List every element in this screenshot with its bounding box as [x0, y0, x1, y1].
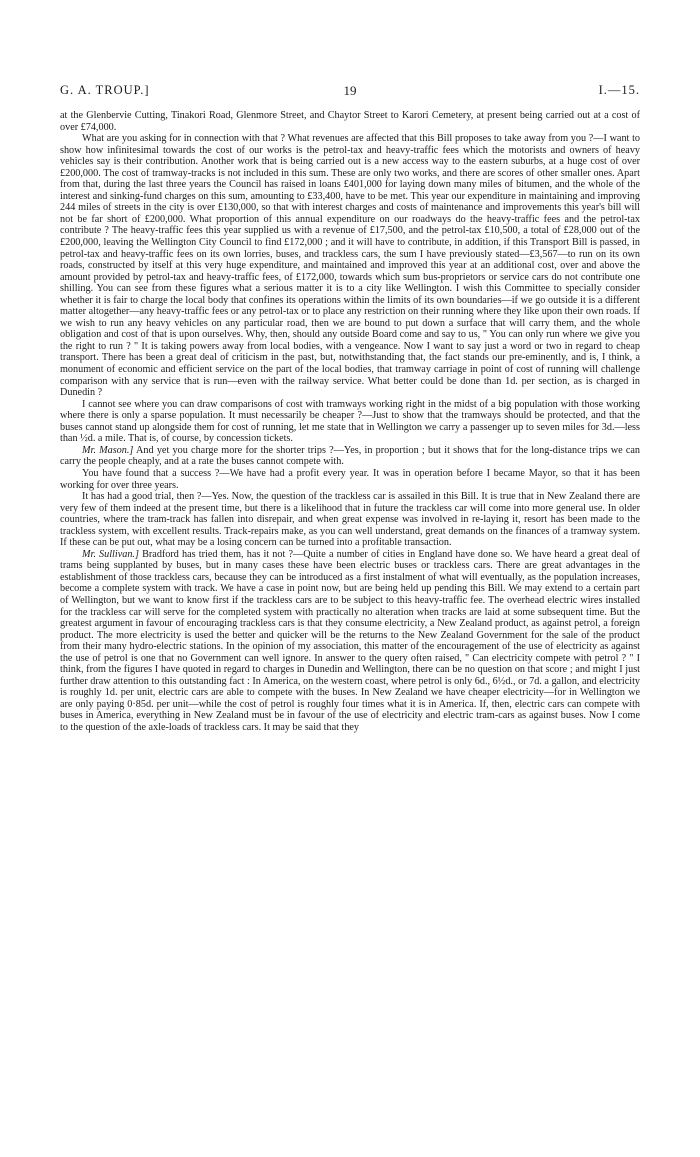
paragraph: [60, 468, 640, 491]
paragraph-text: And yet you charge more for the shorter trips ?—Yes, in proportion ; but it shows that for the long-distance trips we can carry the people cheaply, and at a rate the buses cannot compete with.: [60, 444, 640, 468]
paragraph-text: You have found that a success ?—We have had a profit every year. It was in operation before I became Mayor, so that it has been working for over three years.: [60, 467, 640, 491]
speaker-label: Mr. Sullivan.]: [82, 548, 139, 560]
header-author: G. A. TROUP.]: [60, 83, 150, 97]
body-text: [60, 110, 640, 734]
paragraph-text: It has had a good trial, then ?—Yes. Now, the question of the trackless car is assailed in this Bill. It is true that in New Zealand there are very few of them indeed at the present time, but there is a likelihood that in future the trackless car will come into more general use. In older countries, where the tram-track has fallen into disrepair, and when great expense was involved in re-laying it, resort has been made to the trackless system, with excellent results. Track-repairs make, as you can well understand, great demands on the finances of a tramway system. If these can be put out, what may be a losing concern can be turned into a profitable transaction.: [60, 491, 640, 549]
paragraph-text: at the Glenbervie Cutting, Tinakori Road, Glenmore Street, and Chaytor Street to Karori Cemetery, at present being carried out at a cost of over £74,000.: [60, 110, 640, 133]
paragraph: [60, 133, 640, 399]
paragraph: [60, 399, 640, 445]
paragraph: [60, 445, 640, 468]
paragraph-text: Bradford has tried them, has it not ?—Quite a number of cities in England have done so. We have heard a great deal of trams being supplanted by buses, but in many cases these have been electric buses or trackless cars. There are great advantages in the establishment of those trackless cars, because they can be introduced as a first instalment of what will eventually, as the population increases, become a complete system with track. We have a case in point now, but are being held up pending this Bill. We may extend to a certain part of Wellington, but we want to know first if the trackless cars are to be subject to this heavy-traffic fee. The overhead electric wires installed for the trackless car will serve for the completed system with practically no alteration when tracks are laid at some subsequent time. But the greatest argument in favour of encouraging trackless cars is that they consume electricity, a New Zealand product, as against petrol, a foreign product. The more electricity is used the better and quicker will be the returns to the New Zealand Government for the sale of the product from their many hydro-electric stations. In the opinion of my association, this matter of the encouragement of the use of electricity as against the use of petrol is one that no Government can well ignore. In answer to the query often raised, " Can electricity compete with petrol ? " I think, from the figures I have quoted in regard to charges in Dunedin and Wellington, there can be no question on that score ; and might I just further draw attention to this outstanding fact : In America, on the western coast, where petrol is only 6d., 6½d., or 7d. a gallon, and electricity is roughly 1d. per unit, electric cars are able to compete with the buses. In New Zealand we have cheaper electricity—for in Wellington we are only paying 0·85d. per unit—while the cost of petrol is roughly four times what it is in America. If, then, electric cars can compete with buses in America, everything in New Zealand must be in favour of the use of electricity and electric tram-cars as against buses. Now I come to the question of the axle-loads of trackless cars. It may be said that they: [60, 548, 640, 733]
paragraph: [60, 549, 640, 734]
page-header: [60, 83, 640, 101]
speaker-label: Mr. Mason.]: [82, 444, 134, 456]
paragraph-text: What are you asking for in connection with that ? What revenues are affected that this Bill proposes to take away from you ?—I want to show how infinitesimal towards the cost of our works is the petrol-tax and heavy-traffic fees which the motorists and owners of heavy vehicles say is their contribution. Another work that is being carried out is a new access way to the eastern suburbs, at a huge cost of over £200,000. The cost of tramway-tracks is not included in this sum. These are only two works, and there are scores of other smaller ones. Apart from that, during the last three years the Council has raised in loans £401,000 for laying down many miles of bitumen, and the whole of the interest and sinking-fund charges on this sum, amounting to £33,400, have to be met. This year our expenditure in maintaining and improving 244 miles of streets in the city is over £130,000, so that with interest charges and costs of maintenance and improvements this year's bill will not be far short of £200,000. What proportion of this annual expenditure on our roadways do the heavy-traffic fees and the petrol-tax contribute ? The heavy-traffic fees this year supplied us with a revenue of £17,500, and the petrol-tax £10,500, a total of £28,000 out of the £200,000, leaving the Wellington City Council to find £172,000 ; and it will have to contribute, in addition, if this Transport Bill is passed, in petrol-tax and heavy-traffic fees on its own lorries, buses, and trackless cars, the sum I have previously stated—£3,567—to run on its own roads, constructed by itself at this very huge expenditure, and maintained and improved this year at an additional cost, over and above the amount provided by petrol-tax and heavy-traffic fees, of £172,000, towards which sum bus-proprietors or service cars do not contribute one shilling. You can see from these figures what a serious matter it is to a city like Wellington. I wish this Committee to specially consider whether it is fair to charge the local body that confines its operations within the limits of its own boundaries—if we go outside it is a different matter altogether—any heavy-traffic fees or any petrol-tax or to place any restriction on their running where they like upon their own roads. If we wish to run any heavy vehicles on any particular road, then we are bound to put down a surface that will carry them, and the whole obligation and cost of that is upon ourselves. Why, then, should any outside Board come and say to us, " You can only run where we give you the right to run ? " It is taking powers away from local bodies, with a vengeance. Now I want to say just a word or two in regard to cheap transport. There has been a great deal of criticism in the past, but, notwithstanding that, the fact stands our pre-eminently, and is, I think, a monument of economic and efficient service on the part of the local bodies, that tramway carriage in point of cost of running will challenge comparison with any service that is run—even with the railway service. What better could be done than 1d. per section, as is charged in Dunedin ?: [60, 133, 640, 399]
page-number: 19: [343, 83, 357, 98]
paragraph: [60, 491, 640, 549]
paragraph-text: I cannot see where you can draw comparisons of cost with tramways working right in the midst of a big population with those working where there is only a sparse population. It must necessarily be cheaper ?—Just to show that the tramways should be protected, and that the buses cannot stand up alongside them for cost of running, let me state that in Wellington we carry a passenger up to seven miles for 3d.—less than ½d. a mile. That is, of course, by concession tickets.: [60, 398, 640, 445]
paragraph: [60, 110, 640, 133]
header-document-ref: I.—15.: [598, 83, 640, 97]
